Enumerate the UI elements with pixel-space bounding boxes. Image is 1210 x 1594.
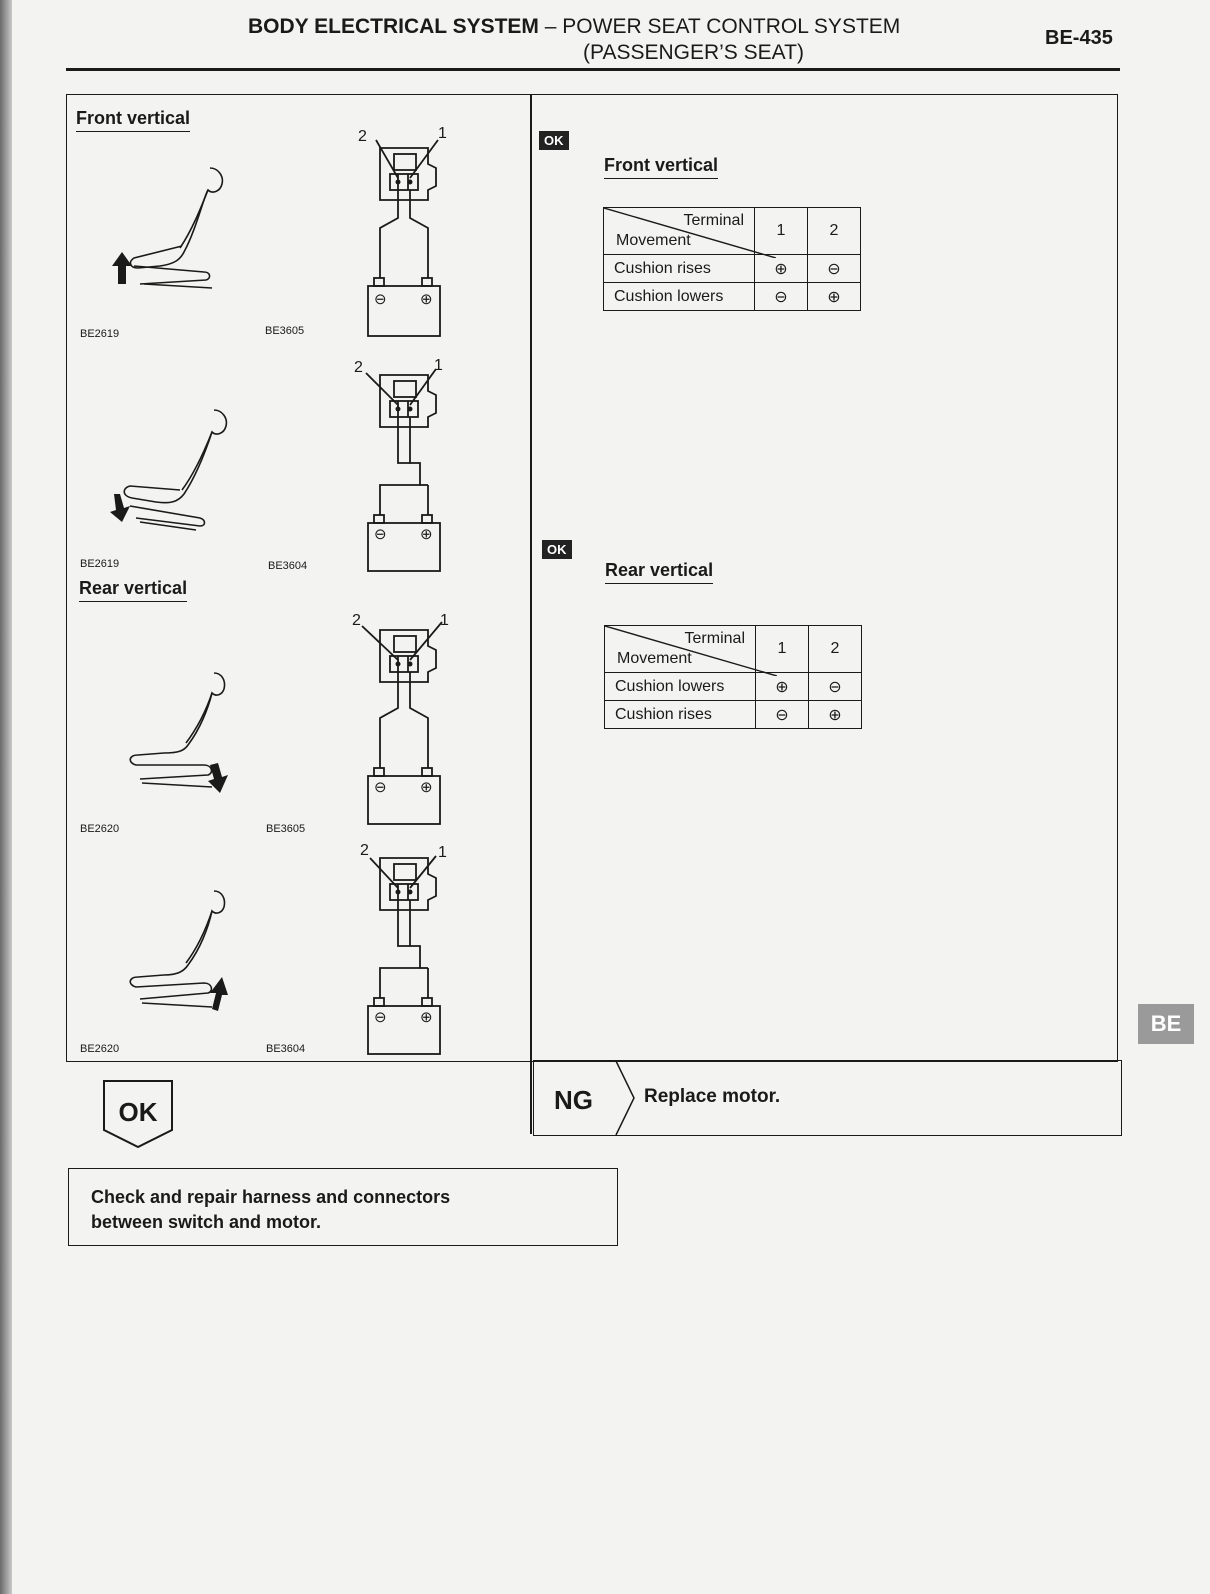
- page-subtitle: (PASSENGER’S SEAT): [583, 41, 804, 64]
- rear-vertical-table: [604, 625, 862, 729]
- battery-negative-symbol: ⊖: [374, 291, 387, 308]
- table-row: [604, 255, 861, 283]
- wiring-diagram-4: [340, 838, 460, 1058]
- ok-tag-front: OK: [539, 131, 569, 150]
- terminal-1-header: 1: [756, 626, 809, 673]
- connector-battery-diagram: [340, 838, 460, 1058]
- seat-front-raise-illustration: [100, 160, 230, 300]
- repair-action-box: [68, 1168, 618, 1246]
- movement-cell: Cushion rises: [604, 255, 755, 283]
- seat-code-2: BE2619: [80, 558, 120, 570]
- wiring-code-4: BE3604: [266, 1043, 306, 1055]
- seat-code-1: BE2619: [80, 328, 120, 340]
- front-table-title: Front vertical: [604, 155, 718, 179]
- repair-action-line-2: between switch and motor.: [91, 1212, 322, 1232]
- battery-negative-symbol: ⊖: [374, 779, 387, 796]
- seat-code-3: BE2620: [80, 823, 120, 835]
- polarity-cell: ⊖: [755, 283, 808, 311]
- movement-cell: Cushion rises: [605, 701, 756, 729]
- battery-negative-symbol: ⊖: [374, 1009, 387, 1026]
- page-edge-shadow: [0, 0, 12, 1594]
- ok-label: OK: [118, 1097, 158, 1127]
- wiring-code-3: BE3605: [266, 823, 306, 835]
- page-title: BODY ELECTRICAL SYSTEM – POWER SEAT CONTROL SYSTEM: [248, 15, 901, 38]
- polarity-cell: ⊖: [808, 255, 861, 283]
- pin-2-label: 2: [352, 612, 361, 629]
- battery-positive-symbol: ⊕: [420, 779, 433, 796]
- wiring-diagram-2: [340, 355, 460, 575]
- seat-front-lower-illustration: [100, 390, 230, 540]
- terminal-1-header: 1: [755, 208, 808, 255]
- wiring-diagram-3: [340, 608, 460, 828]
- pin-1-label: 1: [440, 612, 449, 629]
- pin-1-label: 1: [434, 357, 443, 374]
- terminal-2-header: 2: [808, 208, 861, 255]
- table-row: [605, 673, 862, 701]
- seat-code-4: BE2620: [80, 1043, 120, 1055]
- panel-divider: [530, 94, 532, 1134]
- table-row: [604, 283, 861, 311]
- battery-positive-symbol: ⊕: [420, 291, 433, 308]
- polarity-cell: ⊕: [808, 283, 861, 311]
- polarity-cell: ⊕: [809, 701, 862, 729]
- wiring-code-1: BE3605: [265, 325, 305, 337]
- pin-2-label: 2: [354, 359, 363, 376]
- rear-vertical-label: Rear vertical: [79, 578, 187, 602]
- connector-battery-diagram: [340, 355, 460, 575]
- seat-rear-raise-illustration: [118, 885, 238, 1025]
- wiring-code-2: BE3604: [268, 560, 308, 572]
- pin-1-label: 1: [438, 125, 447, 142]
- ng-result-box: [533, 1060, 1122, 1136]
- movement-cell: Cushion lowers: [605, 673, 756, 701]
- ok-tag-rear: OK: [542, 540, 572, 559]
- battery-negative-symbol: ⊖: [374, 526, 387, 543]
- table-header-cell: [604, 208, 755, 255]
- terminal-header: Terminal: [684, 630, 745, 647]
- pin-2-label: 2: [358, 128, 367, 145]
- ng-action-text: Replace motor.: [644, 1086, 781, 1107]
- battery-positive-symbol: ⊕: [420, 526, 433, 543]
- movement-cell: Cushion lowers: [604, 283, 755, 311]
- table-row: [605, 701, 862, 729]
- repair-action-line-1: Check and repair harness and connectors: [91, 1187, 451, 1207]
- connector-battery-diagram: [340, 120, 460, 340]
- page-number: BE-435: [1045, 27, 1113, 49]
- polarity-cell: ⊖: [756, 701, 809, 729]
- rear-table-title: Rear vertical: [605, 560, 713, 584]
- ok-flow-marker: [103, 1080, 173, 1148]
- battery-positive-symbol: ⊕: [420, 1009, 433, 1026]
- section-tab-be: BE: [1138, 1004, 1194, 1044]
- front-vertical-table: [603, 207, 861, 311]
- pin-1-label: 1: [438, 844, 447, 861]
- pin-2-label: 2: [360, 842, 369, 859]
- movement-header: Movement: [616, 232, 691, 249]
- movement-header: Movement: [617, 650, 692, 667]
- polarity-cell: ⊕: [756, 673, 809, 701]
- table-header-cell: [605, 626, 756, 673]
- polarity-cell: ⊕: [755, 255, 808, 283]
- terminal-header: Terminal: [683, 212, 744, 229]
- header-rule: [66, 68, 1120, 71]
- connector-battery-diagram: [340, 608, 460, 828]
- ng-chevron: [614, 1061, 638, 1135]
- front-vertical-label: Front vertical: [76, 108, 190, 132]
- wiring-diagram-1: [340, 120, 460, 340]
- terminal-2-header: 2: [809, 626, 862, 673]
- seat-rear-lower-illustration: [118, 665, 238, 805]
- polarity-cell: ⊖: [809, 673, 862, 701]
- ng-label: NG: [554, 1085, 593, 1115]
